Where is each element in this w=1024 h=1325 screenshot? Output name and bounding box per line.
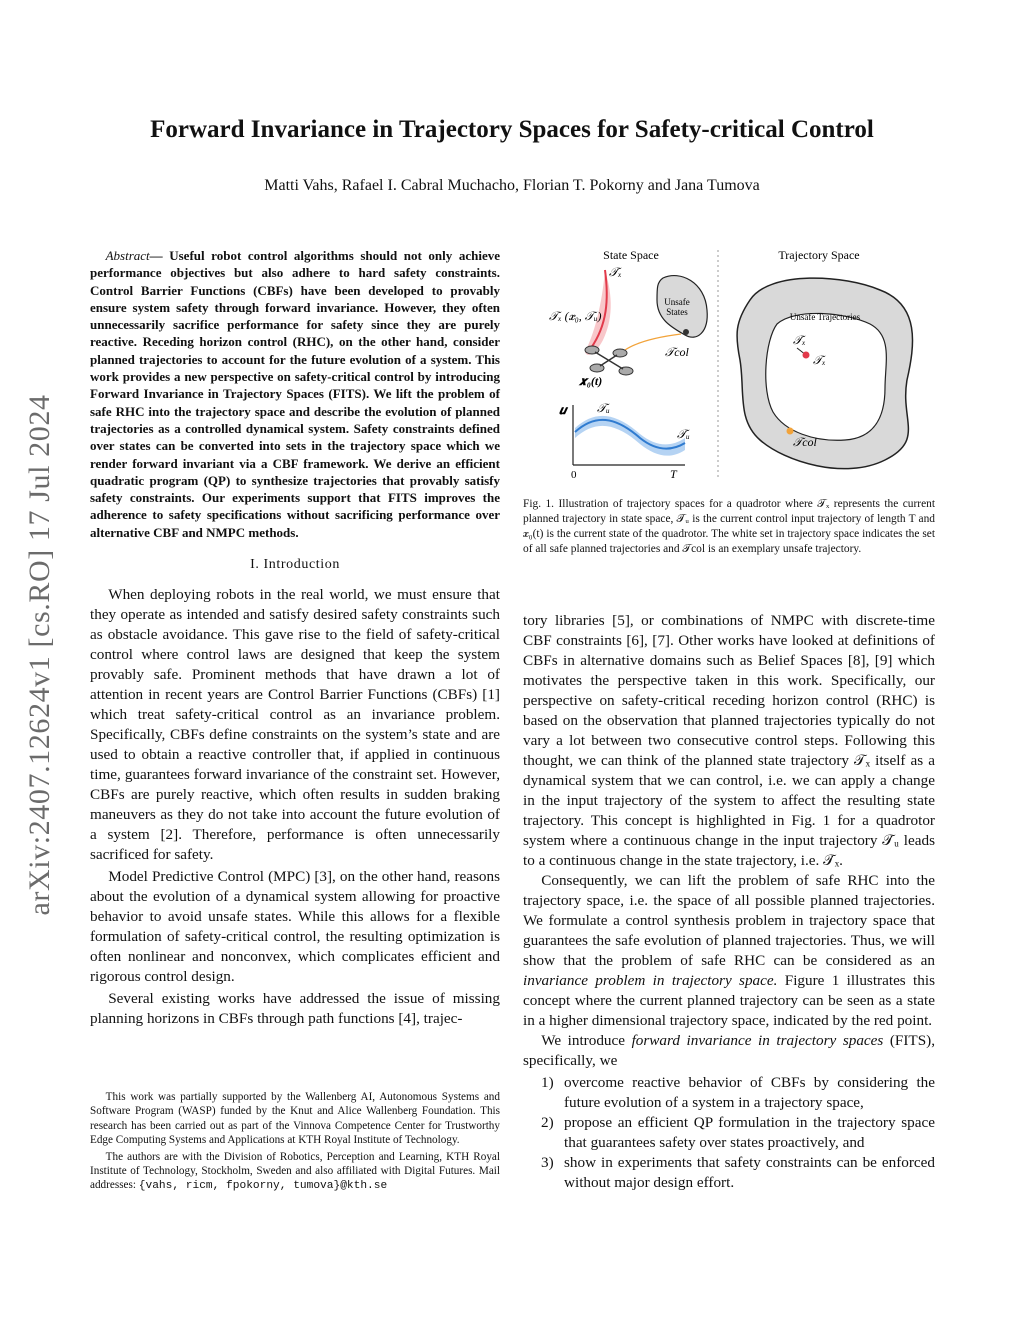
caption-label: Fig. 1. xyxy=(523,498,555,510)
right-p2-a: Consequently, we can lift the problem of safe RHC into the trajectory space, i.e. the space of all possible planned trajectories. We formulate a control synthesis problem in trajectory space that guarantees the safe evolution of planned trajectories. Thus, we will show that the problem of safe RHC can be considered as an xyxy=(523,872,935,969)
contribution-item xyxy=(523,1153,935,1193)
right-paragraph-1: tory libraries [5], or combinations of NMPC with discrete-time CBF constraints [6], [7]. Other works have looked at definitions of CBFs in alternative domains such as Belief Spaces [8], [9] which motivates the perspective taken in this work. Specifically, our perspective on safety-critical receding horizon control (RHC) is based on the observation that planned trajectories typically do not vary a lot between two consecutive control steps. Following this thought, we can think of the planned state trajectory 𝒯ₓ itself as a dynamical system that we can control, i.e. we can apply a change in the input trajectory of the system to affect the resulting state trajectory. This concept is highlighted in Fig. 1 for a quadrotor system where a continuous change in the input trajectory 𝒯̇ᵤ leads to a continuous change in the state trajectory, i.e. 𝒯̇ₓ. xyxy=(523,612,935,869)
tx-label: 𝒯ₓ (𝒙₀, 𝒯ᵤ) xyxy=(549,309,602,323)
footnote-emails: {vahs, ricm, fpokorny, tumova}@kth.se xyxy=(138,1180,388,1193)
contribution-item xyxy=(523,1113,935,1153)
trajectory-space-label: Trajectory Space xyxy=(778,248,860,262)
u-plot-zero: 0 xyxy=(571,469,577,481)
contribution-item xyxy=(523,1073,935,1113)
abstract xyxy=(90,247,500,541)
contribution-list xyxy=(523,1073,935,1193)
figure-1 xyxy=(545,240,935,490)
footnote-affiliation xyxy=(90,1150,500,1194)
tu-dot-label: 𝒯̇ᵤ xyxy=(677,427,690,441)
right-p2-emphasis: invariance problem in trajectory space. xyxy=(523,972,778,989)
state-space-label: State Space xyxy=(603,248,659,262)
safe-trajectory-set xyxy=(766,313,887,440)
author-list: Matti Vahs, Rafael I. Cabral Muchacho, Florian T. Pokorny and Jana Tumova xyxy=(264,177,760,194)
abstract-label: Abstract xyxy=(105,248,150,263)
u-axis-label: 𝒖 xyxy=(559,403,567,417)
figure-1-caption xyxy=(523,497,935,557)
right-column xyxy=(523,611,935,1193)
paper-title: Forward Invariance in Trajectory Spaces for Safety-critical Control xyxy=(150,116,874,143)
section-heading-introduction: I. Introduction xyxy=(250,557,340,573)
collision-trajectory-point xyxy=(787,428,794,435)
contribution-text: propose an efficient QP formulation in the trajectory space that guarantees safety over states proactively, and xyxy=(564,1114,935,1151)
footnote-affiliation-text: The authors are with the Division of Robotics, Perception and Learning, KTH Royal Institute of Technology, Stockholm, Sweden and also affiliated with Digital Futures. Mail addresses: xyxy=(90,1150,500,1192)
tx-right-label: 𝒯ₓ xyxy=(813,353,826,367)
arxiv-identifier-text: arXiv:2407.12624v1 [cs.RO] 17 Jul 2024 xyxy=(23,394,56,916)
x0-label: 𝒙₀(t) xyxy=(579,374,603,388)
right-p3-a: We introduce xyxy=(541,1032,632,1049)
contribution-text: overcome reactive behavior of CBFs by considering the future evolution of a system in a trajectory space, xyxy=(564,1074,935,1111)
footnote-funding: This work was partially supported by the Wallenberg AI, Autonomous Systems and Software Program (WASP) funded by the Knut and Alice Wallenberg Foundation. This research has been carried out as part of the Vinnova Competence Center for Trustworthy Edge Computing Systems and Applications at KTH Royal Institute of Technology. xyxy=(90,1091,500,1147)
right-paragraph-3 xyxy=(523,1031,935,1071)
right-p3-b: (FITS), specifically, we xyxy=(523,1032,936,1069)
abstract-text: — Useful robot control algorithms should not only achieve performance objectives but also adhere to hard safety constraints. Control Barrier Functions (CBFs) have been developed to provably ensure system safety through forward invariance. However, they often unnecessarily sacrifice performance for safety since they are purely reactive. Receding horizon control (RHC), on the other hand, consider planned trajectories to account for the future evolution of a system. This work provides a new perspective on safety-critical control by introducing Forward Invariance in Trajectory Spaces (FITS). We lift the problem of safe RHC into the trajectory space and describe the evolution of planned trajectories as a controlled dynamical system. Safety constraints defined over states can be converted into sets in the trajectory space which we render forward invariant via a CBF framework. We derive an efficient quadratic program (QP) to synthesize trajectories that provably satisfy safety constraints. Our experiments support that FITS improves the adherence to safety specifications without sacrificing performance over alternative CBF and NMPC methods. xyxy=(90,248,500,540)
contribution-text: show in experiments that safety constraints can be enforced without major design effort. xyxy=(564,1154,935,1191)
tcol-label: 𝒯col xyxy=(665,345,689,359)
contribution-number: 2) xyxy=(541,1114,554,1131)
u-plot-T: T xyxy=(670,467,677,481)
tcol-right-label: 𝒯col xyxy=(793,435,817,449)
contribution-number: 3) xyxy=(541,1154,554,1171)
quadrotor-icon xyxy=(585,346,633,375)
intro-paragraph-2: Model Predictive Control (MPC) [3], on the other hand, reasons about the evolution of a dynamical system allowing for proactive behavior to avoid unsafe states. While this allows for a flexible formulation of safety-critical control, the resulting optimization is often nonlinear and nonconvex, which complicates efficient and rigorous control design. xyxy=(90,868,500,986)
right-paragraph-2 xyxy=(523,871,935,1031)
current-trajectory-point xyxy=(803,352,810,359)
intro-paragraph-3: Several existing works have addressed the issue of missing planning horizons in CBFs through path functions [4], trajec- xyxy=(90,990,500,1028)
collision-marker xyxy=(683,329,689,335)
left-column xyxy=(90,247,500,1031)
right-p3-emphasis: forward invariance in trajectory spaces xyxy=(631,1032,884,1049)
tx-dot-label: 𝒯̇ₓ xyxy=(609,265,622,279)
tu-label: 𝒯ᵤ xyxy=(597,401,610,415)
figure-1-illustration xyxy=(545,240,935,490)
unsafe-trajectories-label: Unsafe Trajectories xyxy=(789,312,861,322)
right-p2-b: Figure 1 illustrates this concept where the current planned trajectory can be seen as a state in a higher dimensional trajectory space, indicated by the red point. xyxy=(523,972,935,1029)
intro-paragraph-1: When deploying robots in the real world, we must ensure that they operate as intended and satisfy desired safety constraints such as obstacle avoidance. This gave rise to the field of safety-critical control where control laws are designed that keep the system provably safe. Prominent methods that have drawn a lot of attention in recent years are Control Barrier Functions (CBFs) [1] which treat safety-critical control as an invariance problem. Specifically, CBFs define constraints on the system’s state and are used to obtain a reactive controller that, if applied in continuous time, guarantees forward invariance of the constraint set. However, CBFs are purely reactive, which often results in sudden braking maneuvers as they do not take into account the future evolution of a system [2]. Therefore, performance is often unnecessarily sacrificed for safety. xyxy=(90,586,500,864)
tx-dot-right-label: 𝒯̇ₓ xyxy=(793,333,806,347)
footnote xyxy=(90,1090,500,1196)
unsafe-states-label-2: States xyxy=(666,307,688,317)
contribution-number: 1) xyxy=(541,1074,554,1091)
unsafe-states-label-1: Unsafe xyxy=(664,297,690,307)
caption-text: Illustration of trajectory spaces for a quadrotor where 𝒯ₓ represents the current planned trajectory in state space, 𝒯̇ᵤ is the current control input trajectory of length T and 𝒙₀(t) is the current state of the quadrotor. The white set in trajectory space indicates the set of all safe planned trajectories and 𝒯col is an exemplary unsafe trajectory. xyxy=(523,498,935,555)
arxiv-identifier xyxy=(14,360,66,950)
